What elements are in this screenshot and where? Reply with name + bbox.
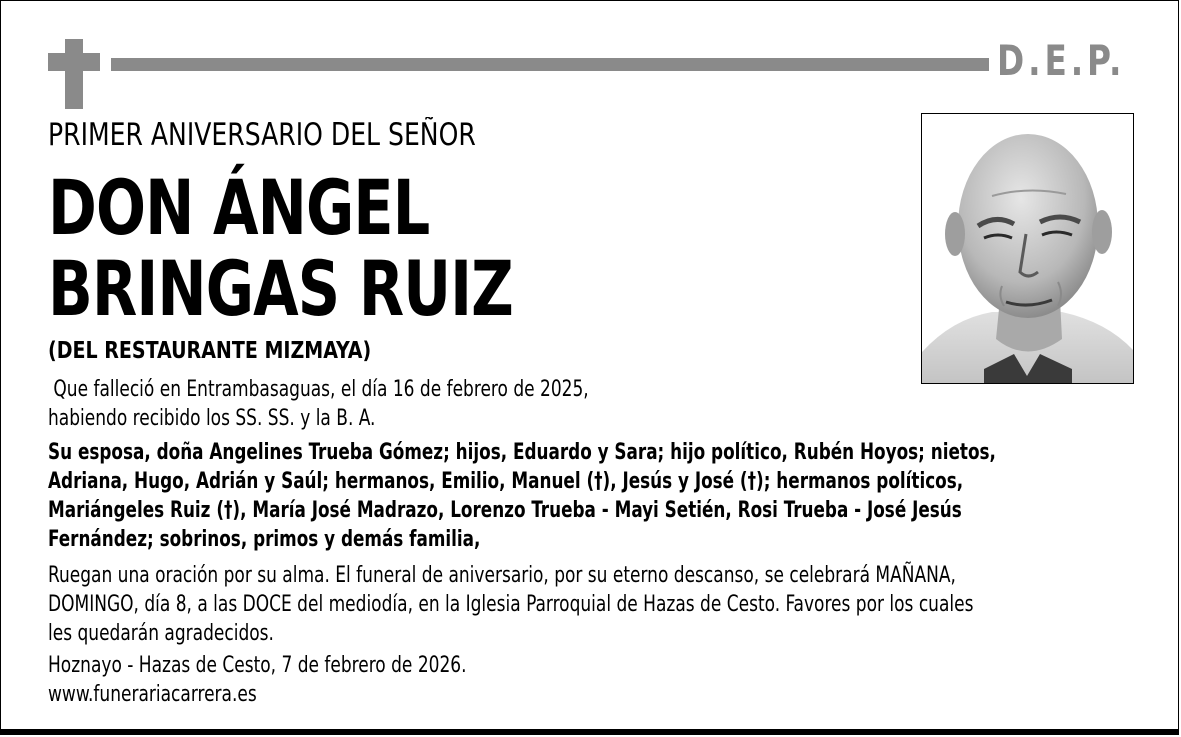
- notice-title: PRIMER ANIVERSARIO DEL SEÑOR: [48, 117, 476, 153]
- portrait-image: [922, 114, 1133, 383]
- dep-label: D.E.P.: [997, 36, 1126, 85]
- cross-horizontal-bar: [48, 53, 100, 71]
- request-line: Ruegan una oración por su alma. El funeral de aniversario, por su eterno descanso, se celebrará MAÑANA,: [48, 563, 956, 588]
- place-date: Hoznayo - Hazas de Cesto, 7 de febrero de 2026.: [48, 653, 467, 678]
- deceased-name-line-1: DON ÁNGEL: [48, 163, 430, 252]
- request-line: les quedarán agradecidos.: [48, 621, 274, 646]
- restaurant-note: (DEL RESTAURANTE MIZMAYA): [48, 338, 372, 364]
- request-paragraph: [48, 561, 973, 648]
- header-rule: [111, 58, 989, 71]
- website-link[interactable]: www.funerariacarrera.es: [48, 682, 257, 707]
- intro-line: habiendo recibido los SS. SS. y la B. A.: [48, 406, 376, 431]
- portrait-photo: [921, 113, 1134, 384]
- footer: [48, 651, 467, 709]
- cross-vertical-bar: [65, 39, 83, 109]
- request-line: DOMINGO, día 8, a las DOCE del mediodía, en la Iglesia Parroquial de Hazas de Cesto. Favores por los cuales: [48, 592, 974, 617]
- deceased-name-line-2: BRINGAS RUIZ: [48, 244, 513, 333]
- family-line: Adriana, Hugo, Adrián y Saúl; hermanos, Emilio, Manuel (†), Jesús y José (†); hermanos políticos,: [48, 469, 964, 494]
- intro-line: Que falleció en Entrambasaguas, el día 16 de febrero de 2025,: [48, 377, 589, 402]
- family-line: Su esposa, doña Angelines Trueba Gómez; hijos, Eduardo y Sara; hijo político, Rubén Hoyos; nietos,: [48, 440, 996, 465]
- family-line: Mariángeles Ruiz (†), María José Madrazo, Lorenzo Trueba - Mayi Setién, Rosi Trueba - José Jesús: [48, 498, 962, 523]
- family-paragraph: [48, 438, 996, 554]
- family-line: Fernández; sobrinos, primos y demás familia,: [48, 527, 481, 552]
- intro-paragraph: [48, 375, 589, 433]
